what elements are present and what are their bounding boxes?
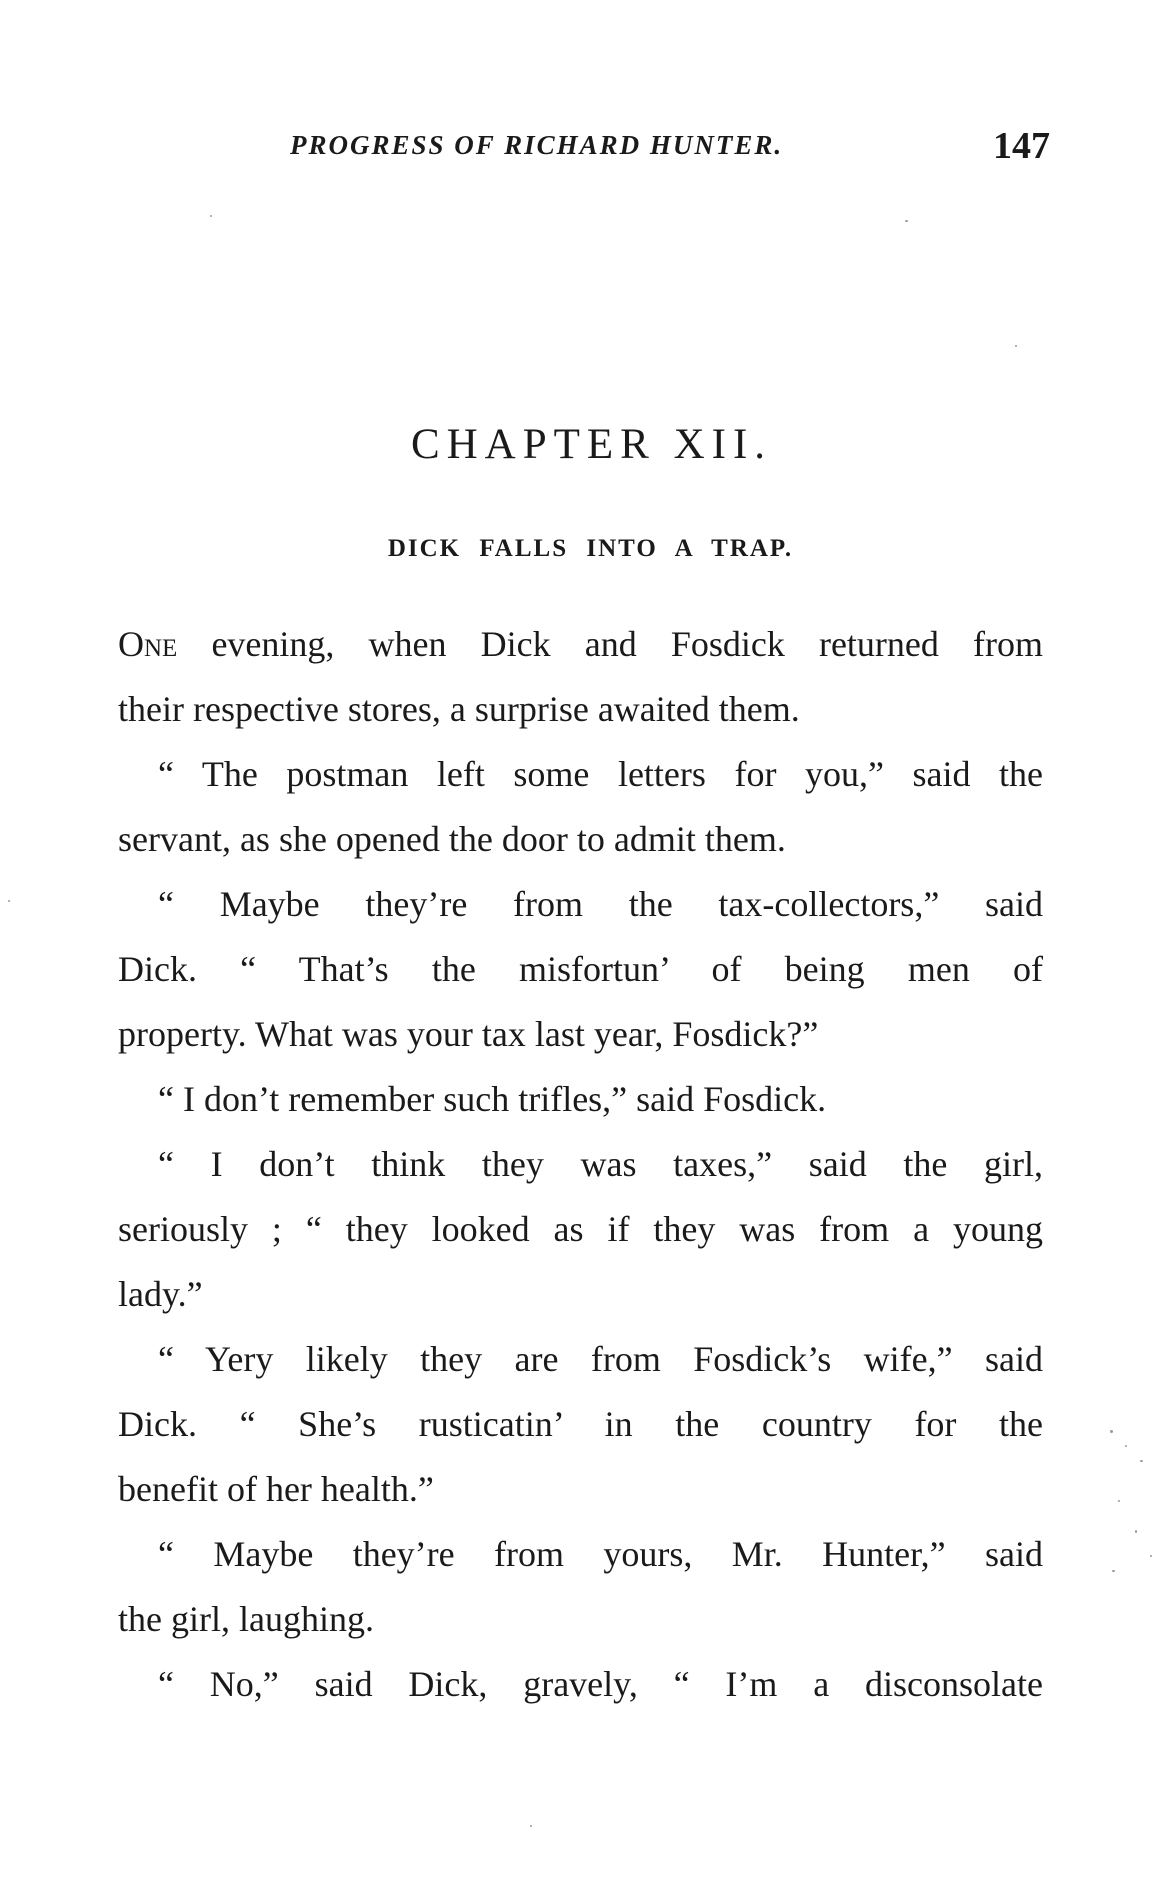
scan-speckle <box>1125 1445 1127 1447</box>
text-line: lady.” <box>118 1274 203 1314</box>
text-line: “ I don’t remember such trifles,” said Fosdick. <box>158 1079 827 1119</box>
drop-lead-word: One <box>118 624 178 664</box>
text-line: “ The postman left some letters for you,” said the <box>158 754 1043 794</box>
text-line: “ Maybe they’re from yours, Mr. Hunter,” said <box>158 1534 1043 1574</box>
scan-speckle <box>1110 1430 1113 1433</box>
scan-speckle <box>1150 1555 1152 1557</box>
text-line: servant, as she opened the door to admit them. <box>118 819 786 859</box>
text-line: their respective stores, a surprise awaited them. <box>118 689 800 729</box>
scan-speckle <box>1112 1570 1115 1572</box>
chapter-subtitle: DICK FALLS INTO A TRAP. <box>387 535 794 562</box>
text-line: the girl, laughing. <box>118 1599 374 1639</box>
page-number: 147 <box>993 125 1050 167</box>
scan-speckle <box>1135 1530 1137 1533</box>
text-line: “ I don’t think they was taxes,” said the girl, <box>158 1144 1043 1184</box>
text-line: benefit of her health.” <box>118 1469 434 1509</box>
scan-speckle <box>8 900 10 902</box>
scan-speckle <box>210 215 212 217</box>
body-text <box>118 612 1043 1717</box>
running-head <box>290 125 1050 180</box>
scan-speckle <box>530 1825 532 1827</box>
text-line: “ Yery likely they are from Fosdick’s wife,” said <box>158 1339 1043 1379</box>
scan-speckle <box>1118 1500 1120 1502</box>
scan-speckle <box>1015 345 1017 347</box>
chapter-title: CHAPTER XII. <box>410 421 773 468</box>
text-line: Dick. “ That’s the misfortun’ of being men of <box>118 949 1043 989</box>
text-line: seriously ; “ they looked as if they was from a young <box>118 1209 1043 1249</box>
text-line: Dick. “ She’s rusticatin’ in the country for the <box>118 1404 1043 1444</box>
text-line: property. What was your tax last year, Fosdick?” <box>118 1014 819 1054</box>
text-line: “ Maybe they’re from the tax-collectors,” said <box>158 884 1043 924</box>
running-title: PROGRESS OF RICHARD HUNTER. <box>290 130 784 160</box>
text-line: One evening, when Dick and Fosdick returned from <box>118 624 1043 664</box>
scan-speckle <box>905 220 908 222</box>
scan-speckle <box>1140 1460 1143 1462</box>
text-line: “ No,” said Dick, gravely, “ I’m a disconsolate <box>158 1664 1043 1704</box>
